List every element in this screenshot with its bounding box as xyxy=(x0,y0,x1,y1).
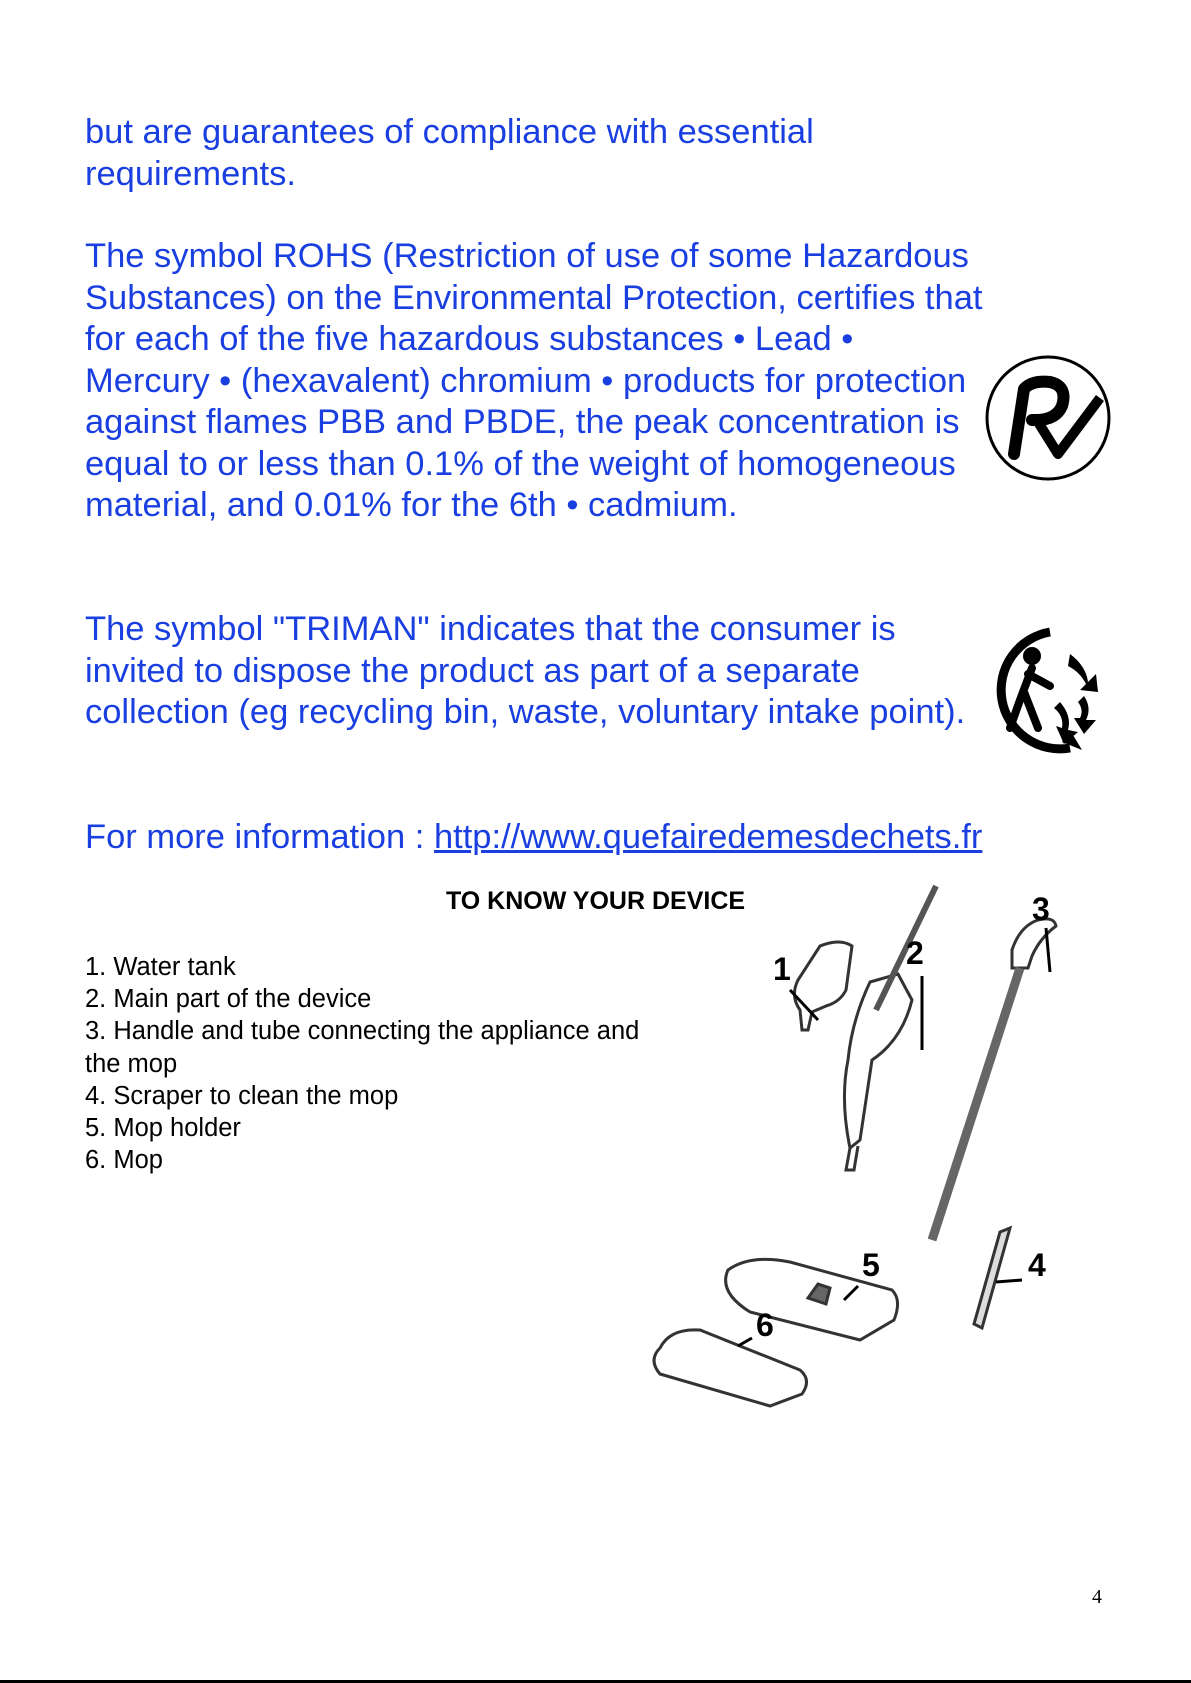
list-item: 2. Main part of the device xyxy=(85,985,372,1014)
callout-3: 3 xyxy=(1032,891,1050,927)
list-item: 5. Mop holder xyxy=(85,1114,241,1143)
water-tank-shape xyxy=(794,942,852,1030)
callout-1: 1 xyxy=(773,951,791,987)
compliance-paragraph: but are guarantees of compliance with essential requirements. xyxy=(85,113,814,193)
mop-shape xyxy=(654,1330,807,1406)
section-title: TO KNOW YOUR DEVICE xyxy=(445,887,746,915)
callout-5: 5 xyxy=(862,1247,880,1283)
list-item: 3. Handle and tube connecting the appliance and the mop xyxy=(85,1017,640,1078)
list-item: 6. Mop xyxy=(85,1146,163,1175)
list-item: 1. Water tank xyxy=(85,953,236,981)
scraper-shape xyxy=(974,1228,1010,1328)
info-link[interactable]: http://www.quefairedemesdechets.fr xyxy=(433,818,983,856)
rohs-r-check-icon xyxy=(984,354,1112,482)
triman-recycle-person-icon xyxy=(980,620,1115,755)
more-info-paragraph xyxy=(85,817,1145,859)
page-number: 4 xyxy=(1092,1586,1102,1608)
callout-4: 4 xyxy=(1028,1247,1046,1283)
list-item: 4. Scraper to clean the mop xyxy=(85,1081,399,1110)
parts-list xyxy=(85,951,655,1176)
callout-6: 6 xyxy=(756,1307,774,1343)
rohs-paragraph: The symbol ROHS (Restriction of use of some Hazardous Substances) on the Environmental Protection, certifies that for each of the five hazardous substances • Lead • Mercury • (hexavalent) chromium • products for protection against flames PBB and PBDE, the peak concentration is equal to or less than 0.1% of the weight of homogeneous material, and 0.01% for the 6th • cadmium. xyxy=(85,237,983,524)
callout-2: 2 xyxy=(906,935,924,971)
device-diagram xyxy=(640,880,1120,1420)
triman-paragraph: The symbol "TRIMAN" indicates that the consumer is invited to dispose the product as part of a separate collection (eg recycling bin, waste, voluntary intake point). xyxy=(85,610,966,731)
more-info-label: For more information : xyxy=(85,818,434,856)
